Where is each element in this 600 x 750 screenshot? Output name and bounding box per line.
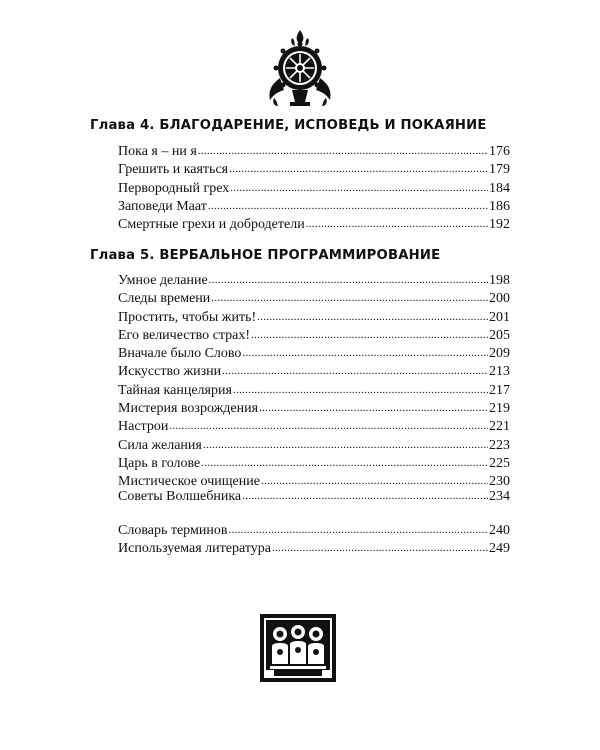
toc-entry-page: 200 xyxy=(489,291,510,307)
toc-entry[interactable] xyxy=(118,143,510,161)
toc-entry-title: Его величество страх! xyxy=(118,327,250,343)
toc-entry-title: Настрои xyxy=(118,419,169,435)
toc-entry[interactable] xyxy=(118,437,510,455)
chapter-5-heading: Глава 5. ВЕРБАЛЬНОЕ ПРОГРАММИРОВАНИЕ xyxy=(90,248,441,263)
toc-entry-title: Пока я – ни я xyxy=(118,144,197,159)
toc-entry-page: 230 xyxy=(489,474,510,490)
toc-entry[interactable] xyxy=(118,345,510,363)
toc-entry-page: 205 xyxy=(489,327,510,343)
toc-entry-title: Вначале было Слово xyxy=(118,346,242,362)
toc-entry-page: 225 xyxy=(489,455,510,471)
toc-entry[interactable] xyxy=(118,363,510,381)
toc-entry-title: Заповеди Маат xyxy=(118,198,207,214)
toc-entry[interactable] xyxy=(118,418,510,436)
toc-entry[interactable] xyxy=(118,216,510,234)
toc-entry-page: 179 xyxy=(489,162,510,178)
toc-entry-page: 234 xyxy=(489,489,510,504)
toc-entry-page: 213 xyxy=(489,364,510,380)
toc-entry-page: 176 xyxy=(489,144,510,159)
toc-entry-title: Умное делание xyxy=(118,273,208,288)
toc-entry[interactable] xyxy=(118,161,510,179)
toc-entry[interactable] xyxy=(118,309,510,327)
toc-entry-page: 192 xyxy=(489,217,510,233)
toc-entry-title: Смертные грехи и добродетели xyxy=(118,217,305,233)
toc-entry[interactable] xyxy=(118,400,510,418)
toc-entry-title: Грешить и каяться xyxy=(118,162,229,178)
toc-entry-title: Словарь терминов xyxy=(118,523,228,538)
toc-entry[interactable] xyxy=(118,455,510,473)
toc-entry[interactable] xyxy=(118,272,510,290)
toc-entry[interactable] xyxy=(118,198,510,216)
toc-entry-title: Советы Волшебника xyxy=(118,489,242,504)
appendix-1-list xyxy=(118,488,510,506)
toc-entry-page: 223 xyxy=(489,437,510,453)
chapter-5-list xyxy=(118,272,510,492)
dharma-wheel-ornament-icon xyxy=(262,28,338,108)
toc-entry-title: Мистическое очищение xyxy=(118,474,260,490)
toc-entry-page: 184 xyxy=(489,180,510,196)
toc-entry-title: Искусство жизни xyxy=(118,364,222,380)
toc-entry[interactable] xyxy=(118,180,510,198)
toc-entry-title: Первородный грех xyxy=(118,180,230,196)
toc-entry-page: 249 xyxy=(489,541,510,557)
toc-entry-title: Простить, чтобы жить! xyxy=(118,309,257,325)
toc-entry[interactable] xyxy=(118,382,510,400)
toc-entry-page: 240 xyxy=(489,523,510,538)
toc-entry-title: Мистерия возрождения xyxy=(118,401,259,417)
toc-entry[interactable] xyxy=(118,522,510,540)
toc-entry-page: 217 xyxy=(489,382,510,398)
toc-entry-title: Царь в голове xyxy=(118,455,201,471)
toc-entry-title: Сила желания xyxy=(118,437,202,453)
chapter-4-list xyxy=(118,143,510,234)
toc-entry-title: Используемая литература xyxy=(118,541,271,557)
three-figures-ornament-icon xyxy=(258,612,338,684)
toc-entry[interactable] xyxy=(118,488,510,506)
toc-entry-title: Следы времени xyxy=(118,291,211,307)
toc-entry-title: Тайная канцелярия xyxy=(118,382,232,398)
toc-entry[interactable] xyxy=(118,540,510,558)
toc-entry-page: 219 xyxy=(489,401,510,417)
appendix-2-list xyxy=(118,522,510,559)
toc-entry[interactable] xyxy=(118,290,510,308)
chapter-4-heading: Глава 4. БЛАГОДАРЕНИЕ, ИСПОВЕДЬ И ПОКАЯНИЕ xyxy=(90,118,487,133)
toc-entry-page: 198 xyxy=(489,273,510,288)
toc-entry-page: 209 xyxy=(489,346,510,362)
toc-entry-page: 201 xyxy=(489,309,510,325)
toc-entry-page: 221 xyxy=(489,419,510,435)
toc-entry-page: 186 xyxy=(489,198,510,214)
toc-entry[interactable] xyxy=(118,327,510,345)
